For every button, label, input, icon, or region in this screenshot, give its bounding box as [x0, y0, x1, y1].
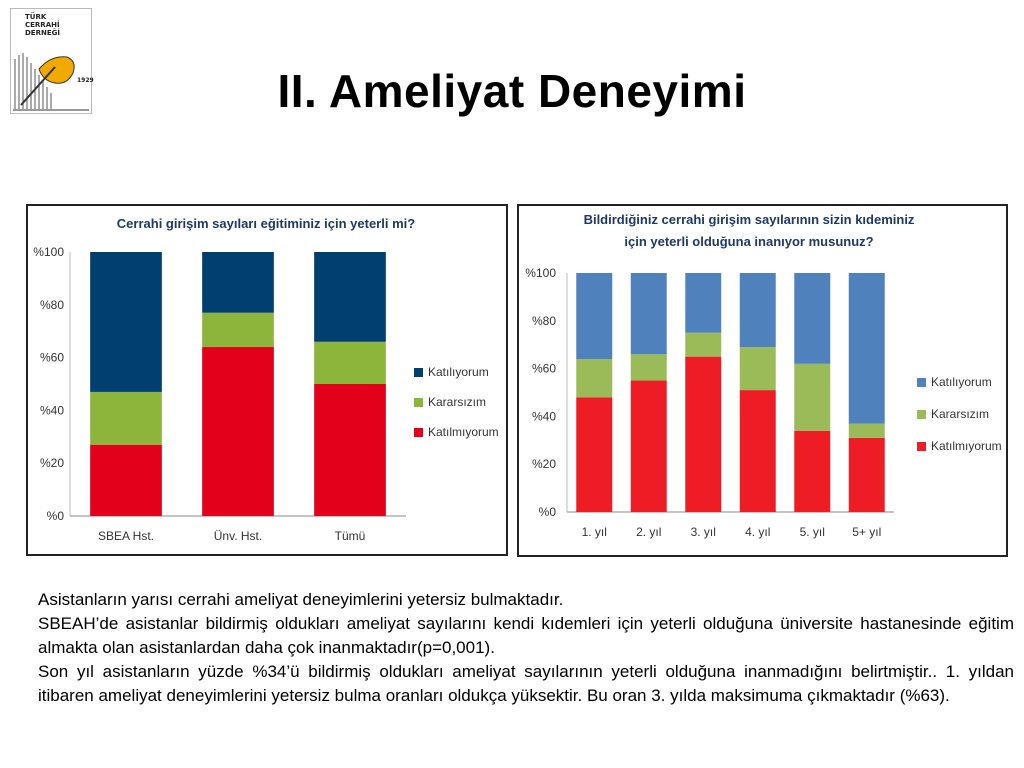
x-tick-label: SBEA Hst. — [97, 529, 155, 543]
bar-segment-katilmiyorum — [314, 384, 386, 516]
x-tick-label: 5+ yıl — [852, 525, 882, 539]
x-tick-label: 1. yıl — [581, 525, 607, 539]
bar-segment-katilmiyorum — [794, 431, 830, 512]
x-tick-label: Tümü — [334, 529, 366, 543]
bar-segment-katilmiyorum — [685, 357, 721, 512]
x-tick-label: 3. yıl — [690, 525, 716, 539]
bar-segment-katilmiyorum — [90, 445, 162, 516]
legend-label: Katılıyorum — [931, 375, 992, 389]
chart-title: Cerrahi girişim sayıları eğitiminiz için yeterli mi? — [116, 216, 416, 231]
bar-segment-katiliyorum — [576, 273, 612, 359]
bar-segment-katiliyorum — [314, 252, 386, 342]
x-tick-label: 5. yıl — [799, 525, 825, 539]
legend-label: Katılmıyorum — [931, 439, 1002, 453]
summary-text — [38, 588, 1014, 708]
chart-canvas — [28, 206, 506, 554]
legend-label: Kararsızım — [931, 407, 990, 421]
bar-segment-kararsizim — [202, 313, 274, 347]
bar-segment-katilmiyorum — [631, 381, 667, 512]
bar-segment-kararsizim — [631, 354, 667, 380]
bar-segment-kararsizim — [740, 347, 776, 390]
bar-segment-katiliyorum — [631, 273, 667, 354]
bar-segment-katiliyorum — [740, 273, 776, 347]
y-tick-label: %80 — [531, 313, 556, 328]
y-tick-label: %20 — [531, 457, 556, 472]
legend-swatch — [917, 378, 926, 387]
bar-segment-katilmiyorum — [576, 397, 612, 512]
y-tick-label: %40 — [39, 403, 64, 418]
y-tick-label: %20 — [39, 456, 64, 471]
chart-canvas — [519, 206, 1006, 555]
bar-segment-katiliyorum — [794, 273, 830, 364]
bar-segment-kararsizim — [314, 342, 386, 384]
logo-year: 1929 — [77, 77, 94, 84]
bar-segment-katiliyorum — [685, 273, 721, 333]
summary-paragraph: SBEAH’de asistanlar bildirmiş oldukları ameliyat sayılarını kendi kıdemleri için yeterli olduğuna üniversite hastanesinde eğitim almakta olan asistanlardan daha çok inanmaktadır(p=0,001). — [38, 614, 1014, 657]
legend-label: Kararsızım — [428, 395, 487, 409]
y-tick-label: %40 — [531, 409, 556, 424]
x-tick-label: 2. yıl — [636, 525, 662, 539]
y-tick-label: %0 — [46, 509, 64, 523]
bar-segment-kararsizim — [576, 359, 612, 397]
legend-swatch — [414, 428, 423, 437]
summary-paragraph: Son yıl asistanların yüzde %34’ü bildirmiş oldukları ameliyat sayılarının yeterli olduğuna inanmadığını belirtmiştir.. 1. yıldan itibaren ameliyat deneyimlerini yetersiz bulma oranları oldukça yüksektir. Bu oran 3. yılda maksimuma çıkmaktadır (%63). — [38, 662, 1014, 705]
y-tick-label: %100 — [525, 266, 556, 280]
chart-title: Bildirdiğiniz cerrahi girişim sayılarının sizin kıdeminiz — [583, 212, 915, 227]
bar-segment-kararsizim — [849, 424, 885, 438]
y-tick-label: %60 — [531, 361, 556, 376]
page-title: II. Ameliyat Deneyimi — [277, 65, 747, 117]
y-tick-label: %60 — [39, 350, 64, 365]
legend-label: Katılmıyorum — [428, 425, 499, 439]
logo-line: DERNEĞİ — [25, 29, 60, 37]
bar-segment-kararsizim — [685, 333, 721, 357]
logo-line: CERRAHİ — [25, 21, 60, 29]
x-tick-label: 4. yıl — [745, 525, 771, 539]
bar-segment-katilmiyorum — [849, 438, 885, 512]
bar-segment-katiliyorum — [849, 273, 885, 424]
legend-swatch — [414, 398, 423, 407]
chart-title: için yeterli olduğuna inanıyor musunuz? — [624, 234, 874, 249]
legend-label: Katılıyorum — [428, 365, 489, 379]
summary-paragraph: Asistanların yarısı cerrahi ameliyat deneyimlerini yetersiz bulmaktadır. — [38, 590, 564, 609]
legend-swatch — [917, 442, 926, 451]
bar-segment-kararsizim — [90, 392, 162, 445]
y-tick-label: %100 — [33, 245, 64, 259]
bar-segment-katilmiyorum — [740, 390, 776, 512]
y-tick-label: %0 — [538, 505, 556, 519]
bar-segment-kararsizim — [794, 364, 830, 431]
logo-text — [25, 13, 60, 37]
legend-swatch — [917, 410, 926, 419]
chart-training-adequacy — [26, 204, 508, 556]
bar-segment-katilmiyorum — [202, 347, 274, 516]
x-tick-label: Ünv. Hst. — [213, 529, 263, 543]
bar-segment-katiliyorum — [202, 252, 274, 313]
chart-seniority-adequacy — [517, 204, 1008, 557]
legend-swatch — [414, 368, 423, 377]
bar-segment-katiliyorum — [90, 252, 162, 392]
logo-line: TÜRK — [25, 13, 47, 21]
y-tick-label: %80 — [39, 297, 64, 312]
